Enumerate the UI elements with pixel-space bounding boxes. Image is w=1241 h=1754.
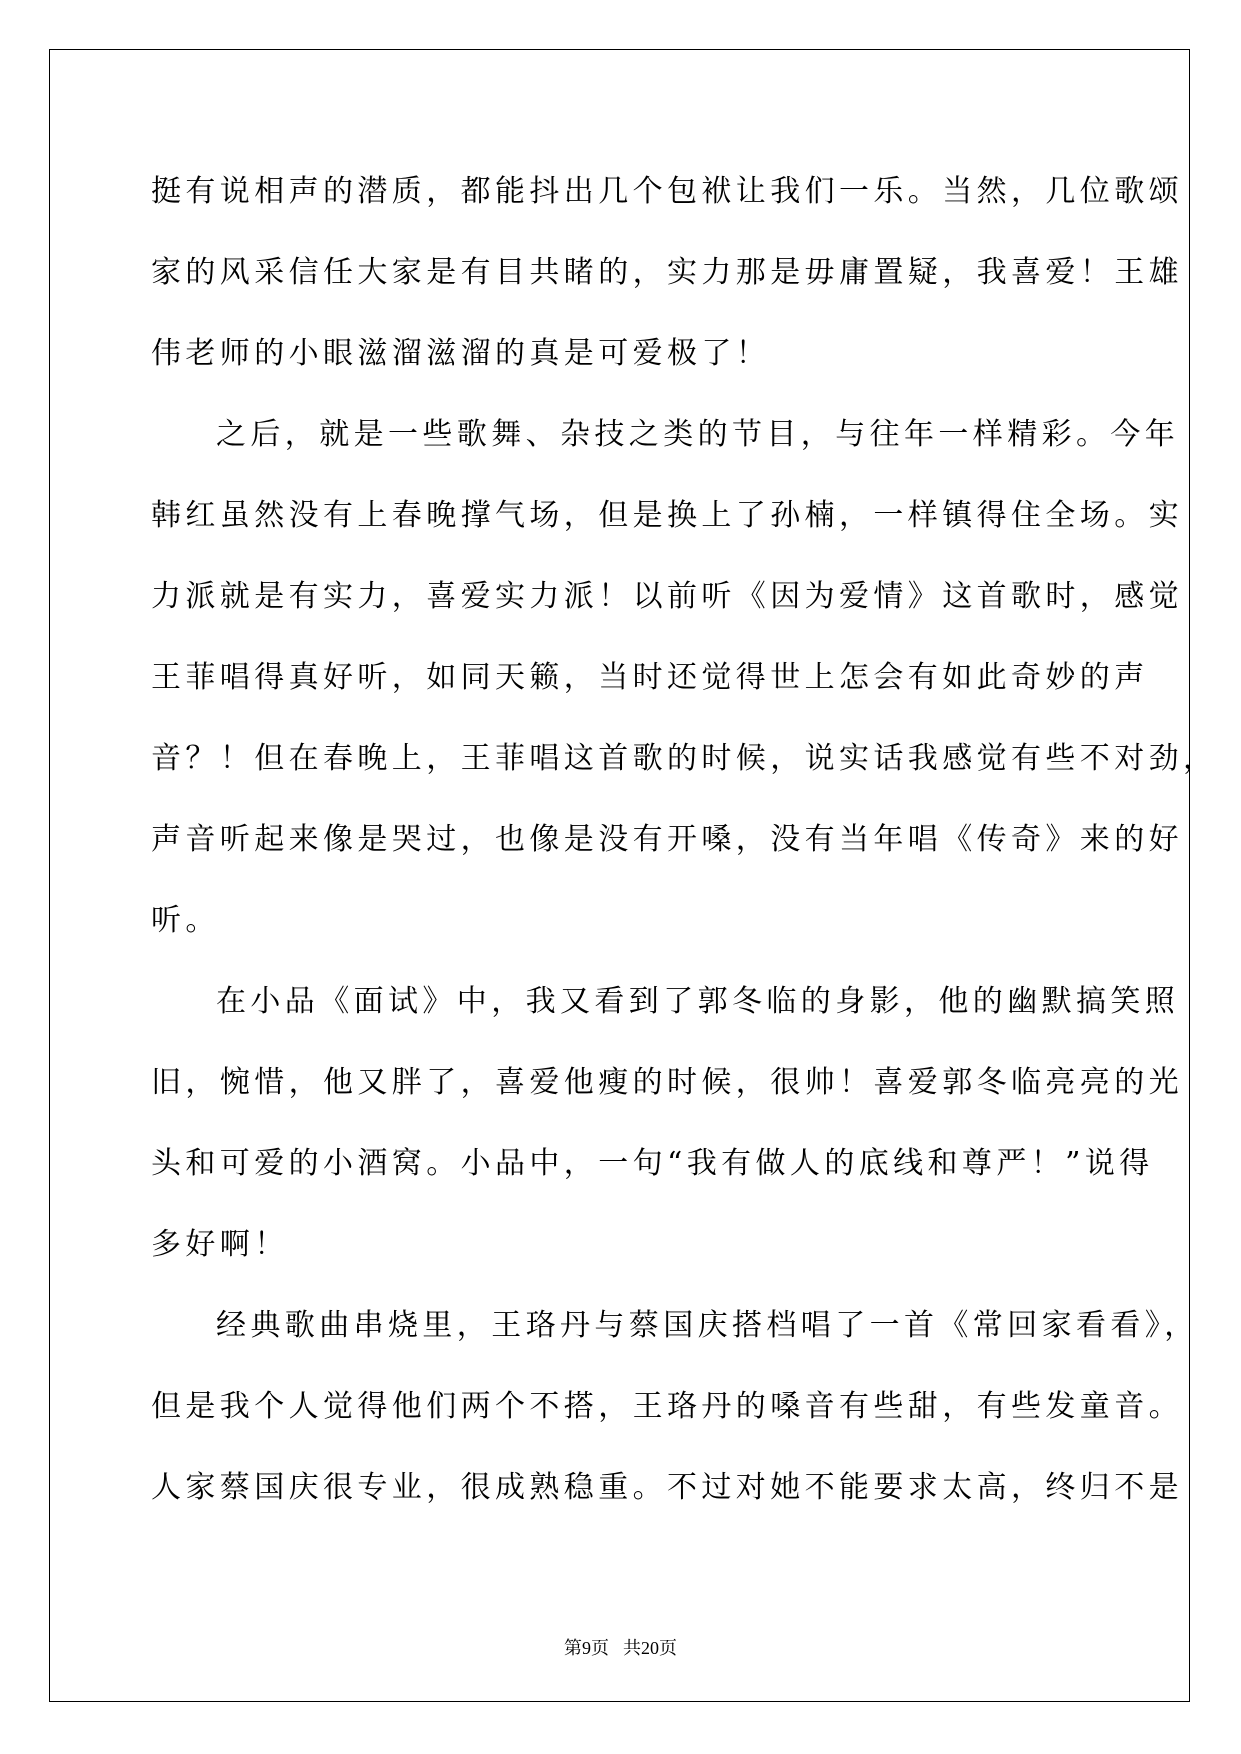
text-line: 声音听起来像是哭过，也像是没有开嗓，没有当年唱《传奇》来的好 — [151, 822, 1183, 857]
text-line: 旧，惋惜，他又胖了，喜爱他瘦的时候，很帅！喜爱郭冬临亮亮的光 — [151, 1065, 1183, 1100]
text-line: 王菲唱得真好听，如同天籁，当时还觉得世上怎会有如此奇妙的声 — [151, 660, 1149, 695]
page-number: 第9页 — [564, 1638, 609, 1658]
page-total: 共20页 — [623, 1638, 677, 1658]
text-line: 韩红虽然没有上春晚撑气场，但是换上了孙楠，一样镇得住全场。实 — [151, 498, 1183, 533]
page-footer — [0, 1634, 1241, 1660]
text-line: 人家蔡国庆很专业，很成熟稳重。不过对她不能要求太高，终归不是 — [151, 1470, 1183, 1505]
text-line: 音？！但在春晚上，王菲唱这首歌的时候，说实话我感觉有些不对劲， — [151, 741, 1218, 776]
text-line: 力派就是有实力，喜爱实力派！以前听《因为爱情》这首歌时，感觉 — [151, 579, 1183, 614]
text-line: 家的风采信任大家是有目共睹的，实力那是毋庸置疑，我喜爱！王雄 — [151, 255, 1183, 290]
text-line: 但是我个人觉得他们两个不搭，王珞丹的嗓音有些甜，有些发童音。 — [151, 1389, 1183, 1424]
text-line: 之后，就是一些歌舞、杂技之类的节目，与往年一样精彩。今年 — [216, 417, 1180, 452]
text-line: 挺有说相声的潜质，都能抖出几个包袱让我们一乐。当然，几位歌颂 — [151, 174, 1183, 209]
text-line: 多好啊！ — [151, 1227, 289, 1262]
text-line: 头和可爱的小酒窝。小品中，一句“我有做人的底线和尊严！”说得 — [151, 1146, 1154, 1181]
text-line: 在小品《面试》中，我又看到了郭冬临的身影，他的幽默搞笑照 — [216, 984, 1180, 1019]
text-line: 伟老师的小眼滋溜滋溜的真是可爱极了！ — [151, 336, 771, 371]
text-line: 经典歌曲串烧里，王珞丹与蔡国庆搭档唱了一首《常回家看看》， — [216, 1308, 1199, 1343]
document-body — [151, 159, 1218, 1536]
text-line: 听。 — [151, 903, 220, 938]
